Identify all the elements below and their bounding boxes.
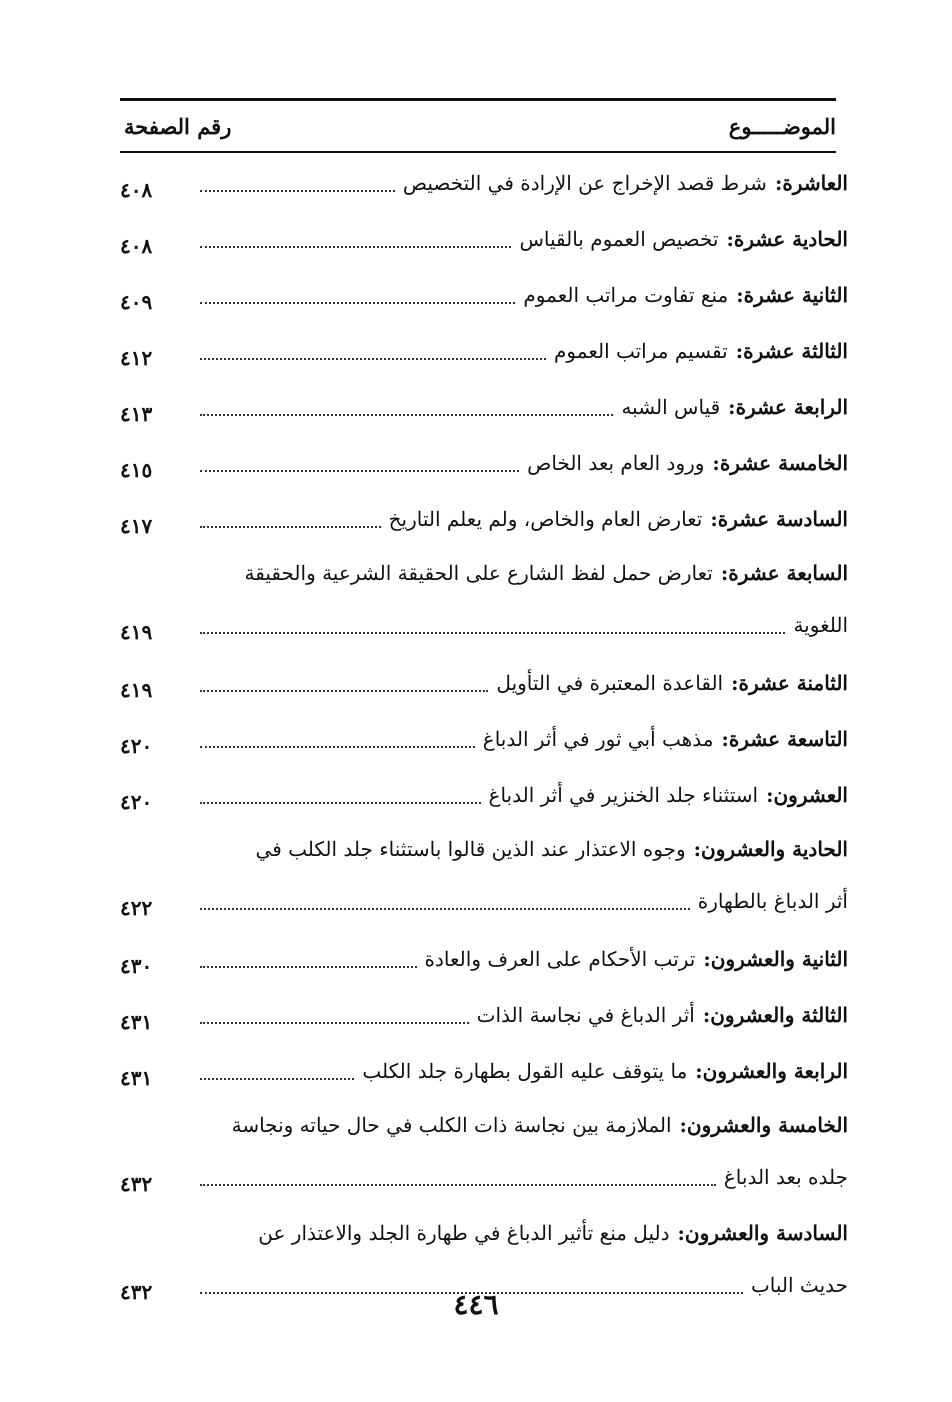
toc-entry: العاشرة : شرط قصد الإخراج عن الإرادة في التخصيص ٤٠٨ bbox=[120, 155, 848, 211]
entry-page-number: ٤٣١ bbox=[120, 1066, 153, 1090]
leader-dots bbox=[200, 469, 519, 472]
leader-dots bbox=[200, 801, 481, 804]
leader-dots bbox=[200, 689, 488, 692]
entry-label: الرابعة والعشرون bbox=[702, 1059, 848, 1083]
entry-label: الثالثة عشرة bbox=[743, 339, 848, 363]
entry-page-number: ٤٢٠ bbox=[120, 734, 153, 758]
toc-entry: الرابعة عشرة : قياس الشبه ٤١٣ bbox=[120, 379, 848, 435]
toc-header bbox=[120, 101, 848, 151]
leader-dots bbox=[200, 301, 515, 304]
toc-entry: الثانية عشرة : منع تفاوت مراتب العموم ٤٠٩ bbox=[120, 267, 848, 323]
entry-page-number: ٤١٩ bbox=[120, 678, 153, 702]
entry-title: الملازمة بين نجاسة ذات الكلب في حال حياته ونجاسة bbox=[231, 1113, 672, 1137]
toc-entry: الرابعة والعشرون : ما يتوقف عليه القول بطهارة جلد الكلب ٤٣١ bbox=[120, 1043, 848, 1099]
entry-label: الثانية عشرة bbox=[743, 283, 848, 307]
toc-entry: الحادية عشرة : تخصيص العموم بالقياس ٤٠٨ bbox=[120, 211, 848, 267]
entry-title: تقسيم مراتب العموم bbox=[554, 339, 728, 363]
leader-dots bbox=[200, 357, 546, 360]
toc-entry: الخامسة والعشرون : الملازمة بين نجاسة ذات الكلب في حال حياته ونجاسة جلده بعد الدباغ ٤٣٢ bbox=[120, 1099, 848, 1207]
toc-entry: التاسعة عشرة : مذهب أبي ثور في أثر الدباغ ٤٢٠ bbox=[120, 711, 848, 767]
leader-dots bbox=[200, 907, 690, 910]
entry-title: قياس الشبه bbox=[621, 395, 721, 419]
toc-entry: الثامنة عشرة : القاعدة المعتبرة في التأويل ٤١٩ bbox=[120, 655, 848, 711]
entry-title: تعارض حمل لفظ الشارع على الحقيقة الشرعية والحقيقة bbox=[244, 561, 713, 585]
leader-dots bbox=[200, 1021, 469, 1024]
subject-column-heading: الموضـــــوع bbox=[728, 113, 836, 139]
leader-dots bbox=[200, 1183, 716, 1186]
entry-label: الخامسة عشرة bbox=[719, 451, 848, 475]
entry-label: التاسعة عشرة bbox=[728, 727, 848, 751]
entry-page-number: ٤٠٨ bbox=[120, 234, 153, 258]
entry-page-number: ٤٣٢ bbox=[120, 1280, 153, 1304]
entry-page-number: ٤١٣ bbox=[120, 402, 153, 426]
toc-entries bbox=[120, 155, 848, 1315]
leader-dots bbox=[200, 525, 381, 528]
entry-label: الرابعة عشرة bbox=[735, 395, 848, 419]
entry-title: منع تفاوت مراتب العموم bbox=[523, 283, 729, 307]
toc-entry: السابعة عشرة : تعارض حمل لفظ الشارع على الحقيقة الشرعية والحقيقة اللغوية ٤١٩ bbox=[120, 547, 848, 655]
entry-label: السابعة عشرة bbox=[728, 561, 848, 585]
entry-title: تعارض العام والخاص، ولم يعلم التاريخ bbox=[388, 507, 703, 531]
entry-label: الثالثة والعشرون bbox=[710, 1003, 848, 1027]
entry-page-number: ٤٢٠ bbox=[120, 790, 153, 814]
entry-title-continuation: حديث الباب bbox=[750, 1273, 848, 1297]
entry-label: الثامنة عشرة bbox=[738, 671, 848, 695]
leader-dots bbox=[200, 965, 417, 968]
entry-page-number: ٤٣٢ bbox=[120, 1172, 153, 1196]
leader-dots bbox=[200, 189, 395, 192]
entry-page-number: ٤٣٠ bbox=[120, 954, 153, 978]
toc-entry: الحادية والعشرون : وجوه الاعتذار عند الذين قالوا باستثناء جلد الكلب في أثر الدباغ بالطهارة ٤٢٢ bbox=[120, 823, 848, 931]
toc-entry: السادسة والعشرون : دليل منع تأثير الدباغ في طهارة الجلد والاعتذار عن حديث الباب ٤٣٢ bbox=[120, 1207, 848, 1315]
entry-title: ما يتوقف عليه القول بطهارة جلد الكلب bbox=[362, 1059, 688, 1083]
entry-title: استثناء جلد الخنزير في أثر الدباغ bbox=[488, 783, 759, 807]
entry-label: العاشرة bbox=[782, 171, 848, 195]
toc-entry: الخامسة عشرة : ورود العام بعد الخاص ٤١٥ bbox=[120, 435, 848, 491]
entry-title: شرط قصد الإخراج عن الإرادة في التخصيص bbox=[402, 171, 767, 195]
toc-entry: العشرون : استثناء جلد الخنزير في أثر الدباغ ٤٢٠ bbox=[120, 767, 848, 823]
entry-label: الحادية والعشرون bbox=[701, 837, 848, 861]
leader-dots bbox=[200, 745, 475, 748]
entry-title-continuation: أثر الدباغ بالطهارة bbox=[697, 889, 848, 913]
entry-title: دليل منع تأثير الدباغ في طهارة الجلد والاعتذار عن bbox=[258, 1221, 670, 1245]
entry-label: السادسة والعشرون bbox=[684, 1221, 848, 1245]
entry-page-number: ٤٠٩ bbox=[120, 290, 153, 314]
entry-page-number: ٤١٢ bbox=[120, 346, 153, 370]
entry-title-continuation: اللغوية bbox=[793, 613, 848, 637]
page-folio-number: ٤٤٦ bbox=[453, 1288, 499, 1321]
leader-dots bbox=[200, 413, 613, 416]
entry-title: أثر الدباغ في نجاسة الذات bbox=[476, 1003, 695, 1027]
entry-label: الخامسة والعشرون bbox=[686, 1113, 848, 1137]
leader-dots bbox=[200, 245, 511, 248]
entry-label: الثانية والعشرون bbox=[710, 947, 848, 971]
page-column-heading: رقم الصفحة bbox=[124, 113, 232, 139]
entry-page-number: ٤٣١ bbox=[120, 1010, 153, 1034]
header-rule bbox=[120, 151, 836, 153]
toc-entry: الثالثة والعشرون : أثر الدباغ في نجاسة الذات ٤٣١ bbox=[120, 987, 848, 1043]
entry-label: الحادية عشرة bbox=[733, 227, 848, 251]
entry-page-number: ٤١٩ bbox=[120, 620, 153, 644]
entry-title: ورود العام بعد الخاص bbox=[527, 451, 705, 475]
toc-entry: السادسة عشرة : تعارض العام والخاص، ولم يعلم التاريخ ٤١٧ bbox=[120, 491, 848, 547]
table-of-contents bbox=[120, 98, 848, 1315]
entry-page-number: ٤١٧ bbox=[120, 514, 153, 538]
entry-title: مذهب أبي ثور في أثر الدباغ bbox=[482, 727, 714, 751]
entry-title: تخصيص العموم بالقياس bbox=[519, 227, 719, 251]
entry-label: السادسة عشرة bbox=[717, 507, 848, 531]
leader-dots bbox=[200, 631, 785, 634]
entry-page-number: ٤٠٨ bbox=[120, 178, 153, 202]
toc-entry: الثالثة عشرة : تقسيم مراتب العموم ٤١٢ bbox=[120, 323, 848, 379]
entry-page-number: ٤١٥ bbox=[120, 458, 153, 482]
leader-dots bbox=[200, 1077, 354, 1080]
entry-title-continuation: جلده بعد الدباغ bbox=[723, 1165, 848, 1189]
entry-title: القاعدة المعتبرة في التأويل bbox=[496, 671, 724, 695]
entry-label: العشرون bbox=[773, 783, 848, 807]
entry-title: ترتب الأحكام على العرف والعادة bbox=[424, 947, 696, 971]
entry-page-number: ٤٢٢ bbox=[120, 896, 153, 920]
entry-title: وجوه الاعتذار عند الذين قالوا باستثناء جلد الكلب في bbox=[255, 837, 686, 861]
toc-entry: الثانية والعشرون : ترتب الأحكام على العرف والعادة ٤٣٠ bbox=[120, 931, 848, 987]
